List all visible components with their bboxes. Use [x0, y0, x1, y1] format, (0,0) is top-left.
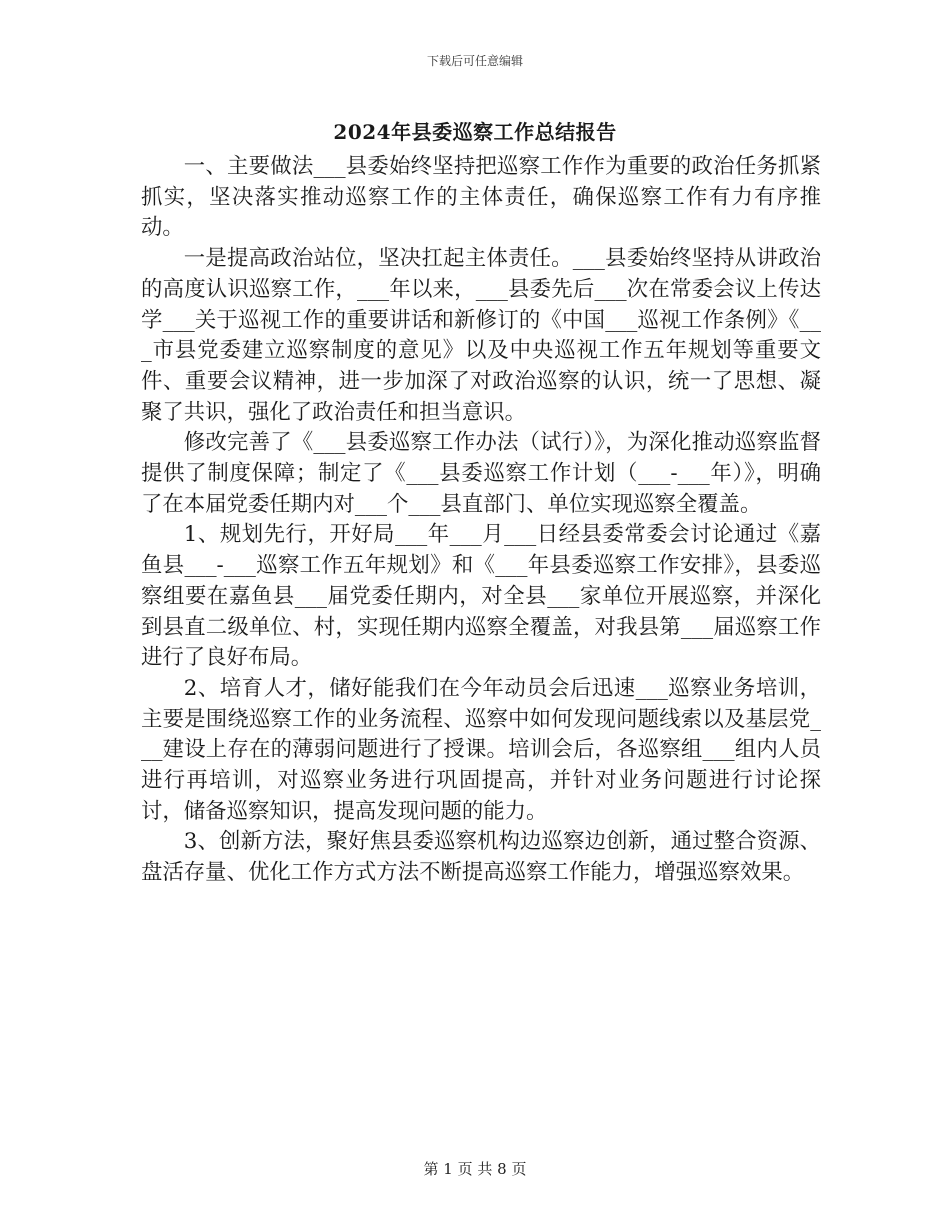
- paragraph-innovation: 3、创新方法，聚好焦县委巡察机构边巡察边创新，通过整合资源、盘活存量、优化工作方式方法不断提高巡察工作能力，增强巡察效果。: [141, 829, 821, 886]
- paragraph-talent-training: 2、培育人才，储好能我们在今年动员会后迅速___巡察业务培训，主要是围绕巡察工作的业务流程、巡察中如何发现问题线索以及基层党___建设上存在的薄弱问题进行了授课。培训会后，各巡察组___组内人员进行再培训，对巡察业务进行巩固提高，并针对业务问题进行讨论探讨，储备巡察知识，提高发现问题的能力。: [141, 675, 821, 824]
- paragraph-system-improvement: 修改完善了《___县委巡察工作办法（试行）》，为深化推动巡察监督提供了制度保障；制定了《___县委巡察工作计划（___-___年）》，明确了在本届党委任期内对___个___县直部门、单位实现巡察全覆盖。: [141, 430, 821, 517]
- paragraph-political-position: 一是提高政治站位，坚决扛起主体责任。___县委始终坚持从讲政治的高度认识巡察工作，___年以来，___县委先后___次在常委会议上传达学___关于巡视工作的重要讲话和新修订的《中国___巡视工作条例》《___市县党委建立巡察制度的意见》以及中央巡视工作五年规划等重要文件、重要会议精神，进一步加深了对政治巡察的认识，统一了思想、凝聚了共识，强化了政治责任和担当意识。: [141, 246, 821, 425]
- header-note: 下载后可任意编辑: [426, 54, 523, 68]
- paragraph-main-practices: 一、主要做法___县委始终坚持把巡察工作作为重要的政治任务抓紧抓实，坚决落实推动巡察工作的主体责任，确保巡察工作有力有序推动。: [141, 154, 821, 241]
- paragraph-planning-first: 1、规划先行，开好局___年___月___日经县委常委会讨论通过《嘉鱼县___-___巡察工作五年规划》和《___年县委巡察工作安排》，县委巡察组要在嘉鱼县___届党委任期内，对全县___家单位开展巡察，并深化到县直二级单位、村，实现任期内巡察全覆盖，对我县第___届巡察工作进行了良好布局。: [141, 522, 821, 671]
- document-title: 2024年县委巡察工作总结报告: [333, 120, 617, 144]
- page-footer: 第 1 页 共 8 页: [423, 1160, 527, 1178]
- document-body: [141, 152, 821, 889]
